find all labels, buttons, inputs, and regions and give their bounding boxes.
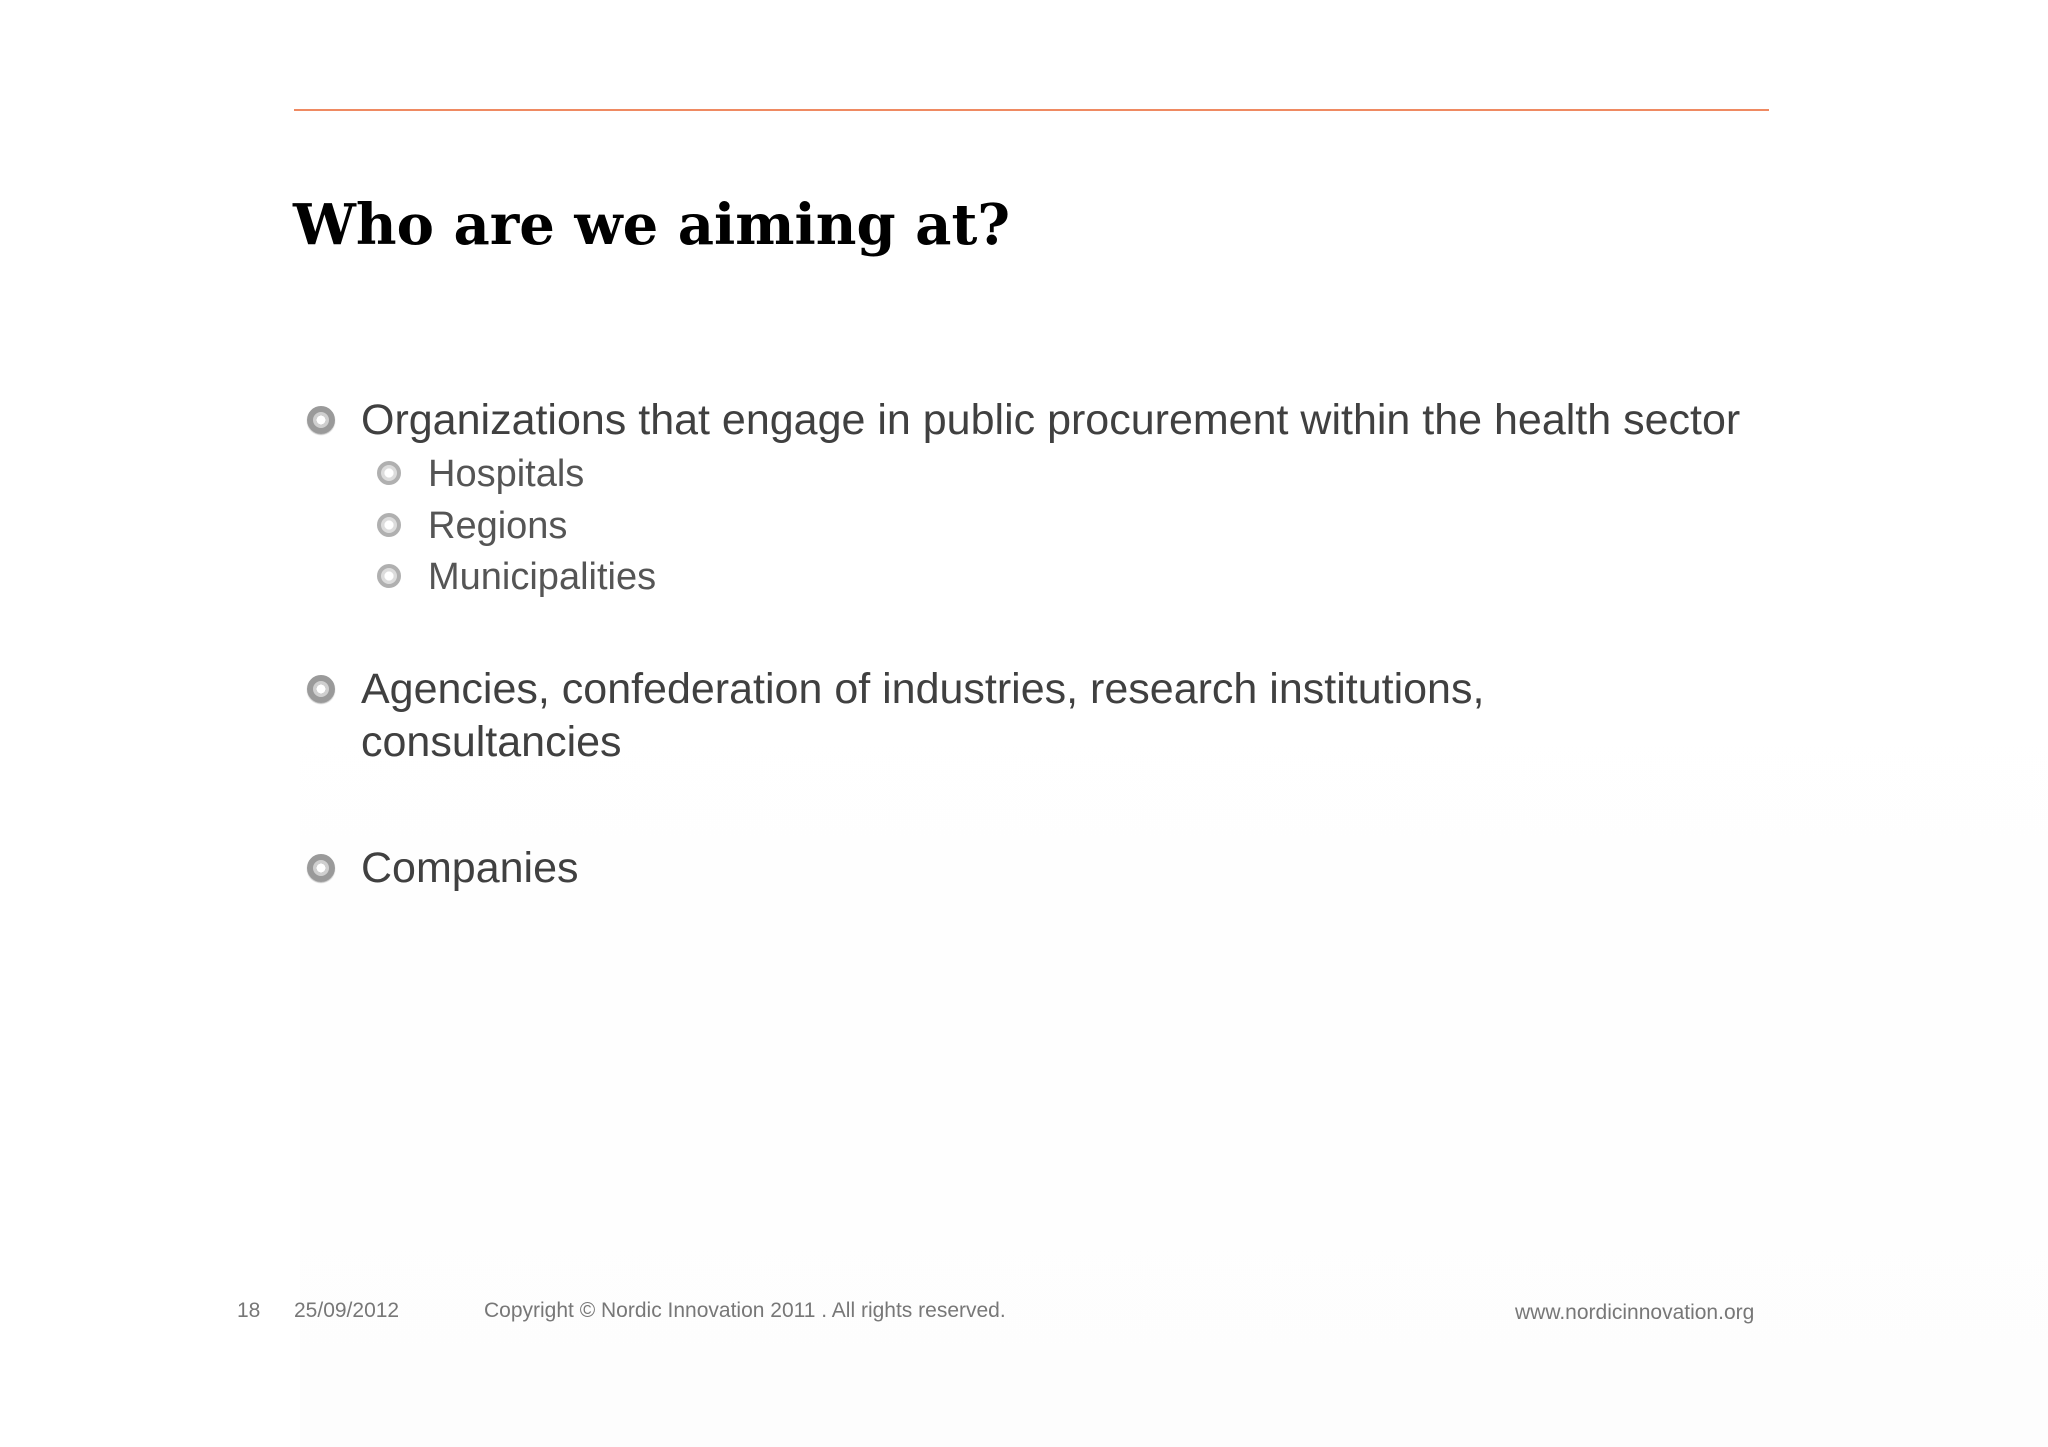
bullet-text-agencies-continued: consultancies <box>361 718 622 766</box>
bullet-text-companies: Companies <box>361 844 579 892</box>
sub-item-hospitals: Hospitals <box>428 453 585 495</box>
slide-title: Who are we aiming at? <box>293 192 1011 258</box>
sub-bullet-ring-icon <box>377 513 401 537</box>
bullet-text-agencies: Agencies, confederation of industries, research institutions, <box>361 665 1485 713</box>
bullet-ring-icon <box>307 406 335 434</box>
footer-copyright: Copyright © Nordic Innovation 2011 . All rights reserved. <box>484 1299 1006 1322</box>
sub-item-municipalities: Municipalities <box>428 556 657 598</box>
bullet-ring-icon <box>307 675 335 703</box>
header-accent-rule <box>294 109 1769 111</box>
bullet-ring-icon <box>307 854 335 882</box>
page-number: 18 <box>237 1299 261 1322</box>
sub-bullet-ring-icon <box>377 564 401 588</box>
footer-website-link[interactable]: www.nordicinnovation.org <box>1515 1301 1755 1324</box>
bullet-text-organizations: Organizations that engage in public procurement within the health sector <box>361 396 1741 444</box>
footer-date: 25/09/2012 <box>294 1299 400 1322</box>
sub-bullet-ring-icon <box>377 461 401 485</box>
sub-item-regions: Regions <box>428 505 568 547</box>
